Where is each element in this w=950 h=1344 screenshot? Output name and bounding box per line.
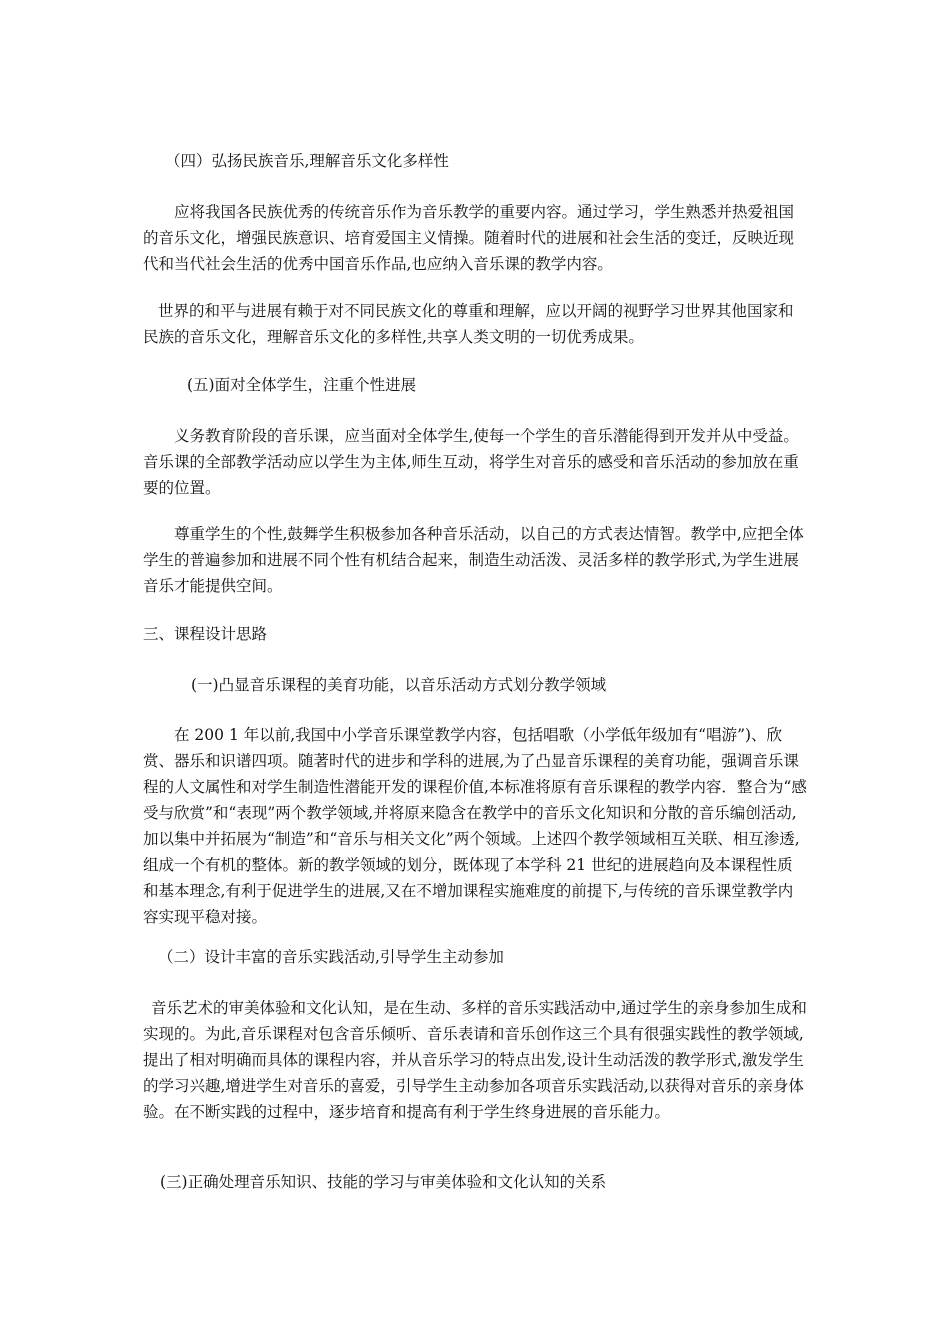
- paragraph-national-music: 应将我国各民族优秀的传统音乐作为音乐教学的重要内容。通过学习，学生熟悉并热爱祖国的音乐文化，增强民族意识、培育爱国主义情操。随着时代的进展和社会生活的变迁，反映近现代和当代社会生活的优秀中国音乐作品,也应纳入音乐课的教学内容。: [143, 203, 795, 273]
- paragraph-music-practice: 音乐艺术的审美体验和文化认知，是在生动、多样的音乐实践活动中,通过学生的亲身参加生成和实现的。为此,音乐课程对包含音乐倾听、音乐表请和音乐创作这三个具有很强实践性的教学领域,提出了相对明确而具体的课程内容，并从音乐学习的特点出发,设计生动活泼的教学形式,激发学生的学习兴趣,增进学生对音乐的喜爱，引导学生主动参加各项音乐实践活动,以获得对音乐的亲身体验。在不断实践的过程中，逐步培育和提高有利于学生终身进展的音乐能力。: [143, 999, 807, 1121]
- subsection-heading-1: (一)凸显音乐课程的美育功能，以音乐活动方式划分教学领域: [191, 676, 607, 694]
- paragraph-world-music: 世界的和平与进展有赖于对不同民族文化的尊重和理解，应以开阔的视野学习世界其他国家和民族的音乐文化，理解音乐文化的多样性,共享人类文明的一切优秀成果。: [143, 302, 794, 346]
- paragraph-all-students: 义务教育阶段的音乐课，应当面对全体学生,使每一个学生的音乐潜能得到开发并从中受益。音乐课的全部教学活动应以学生为主体,师生互动，将学生对音乐的感受和音乐活动的参加放在重要的位置。: [143, 427, 799, 497]
- section-heading-4: （四）弘扬民族音乐,理解音乐文化多样性: [165, 152, 449, 170]
- subsection-heading-3: (三)正确处理音乐知识、技能的学习与审美体验和文化认知的关系: [160, 1173, 607, 1191]
- subsection-heading-2: （二）设计丰富的音乐实践活动,引导学生主动参加: [158, 948, 504, 966]
- chapter-heading-3: 三、课程设计思路: [143, 625, 268, 643]
- section-heading-5: (五)面对全体学生，注重个性进展: [187, 376, 417, 394]
- paragraph-teaching-domains: 在 200 1 年以前,我国中小学音乐课堂教学内容，包括唱歌（小学低年级加有“唱游”)、欣赏、器乐和识谱四项。随著时代的进步和学科的进展,为了凸显音乐课程的美育功能，强调音乐课程的人文属性和对学生制造性潜能开发的课程价值,本标准将原有音乐课程的教学内容．整合为“感受与欣赏”和“表现”两个教学领域,并将原来隐含在教学中的音乐文化知识和分散的音乐编创活动,加以集中并拓展为“制造”和“音乐与相关文化”两个领域。上述四个教学领域相互关联、相互渗透,组成一个有机的整体。新的教学领域的划分，既体现了本学科 21 世纪的进展趋向及本课程性质和基本理念,有利于促进学生的进展,又在不增加课程实施难度的前提下,与传统的音乐课堂教学内容实现平稳对接。: [143, 726, 807, 926]
- paragraph-individuality: 尊重学生的个性,鼓舞学生积极参加各种音乐活动，以自己的方式表达情智。教学中,应把全体学生的普遍参加和进展不同个性有机结合起来，制造生动活泼、灵活多样的教学形式,为学生进展音乐才能提供空间。: [143, 525, 804, 595]
